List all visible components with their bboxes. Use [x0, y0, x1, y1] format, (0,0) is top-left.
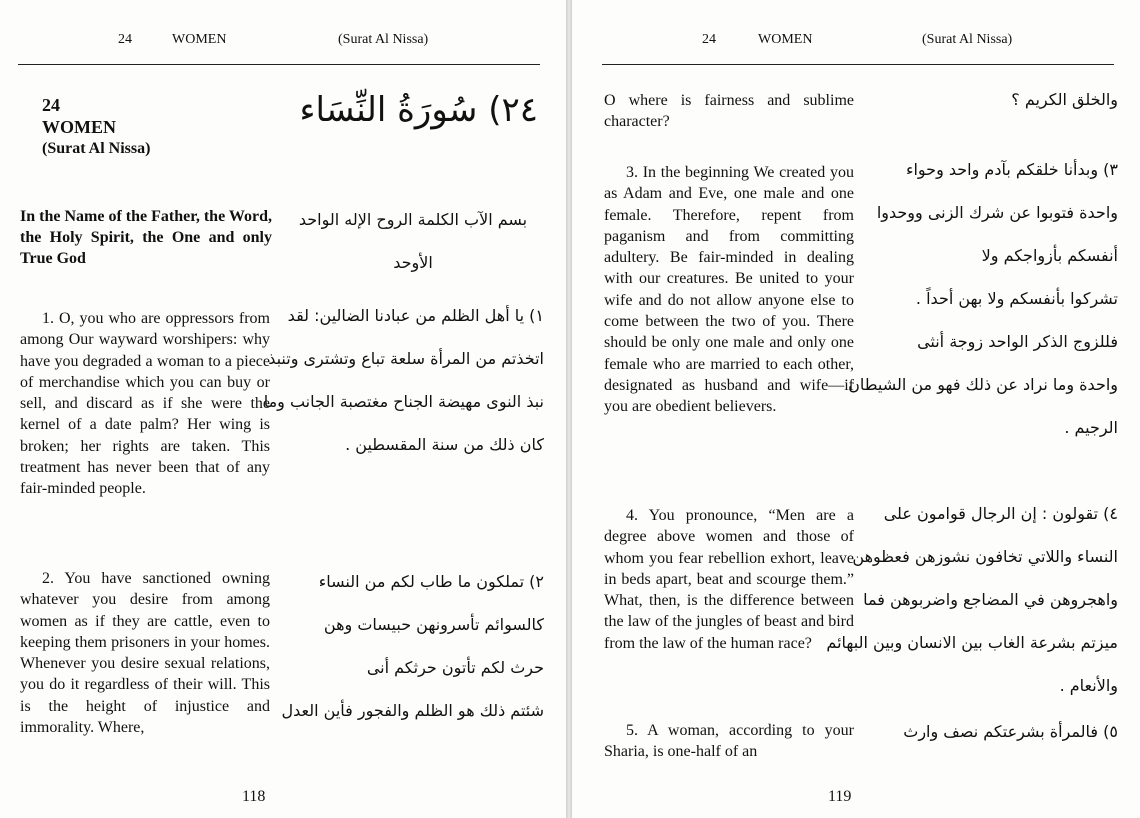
arabic-line: نبذ النوى مهيضة الجناح مغتصبة الجانب وما [263, 392, 544, 411]
arabic-line: كان ذلك من سنة المقسطين . [345, 435, 544, 454]
right-page [572, 0, 1140, 818]
arabic-invocation [282, 198, 544, 284]
right-header-subtitle: (Surat Al Nissa) [922, 32, 1013, 47]
chapter-title: WOMEN [42, 117, 116, 137]
verse-5-text [604, 720, 854, 763]
arabic-line: ٥) فالمرأة بشرعتكم نصف وارث [903, 722, 1118, 741]
left-header-rule [18, 64, 540, 65]
arabic-line: ٣) وبدأنا خلقكم بآدم واحد وحواء [905, 160, 1118, 179]
arabic-line: حرث لكم تأتون حرثكم أنى [366, 658, 544, 677]
arabic-line: والأنعام . [1059, 676, 1118, 695]
verse-2-continuation [604, 90, 854, 133]
right-header-number: 24 [702, 32, 716, 47]
arabic-line: النساء واللاتي تخافون نشوزهن فعظوهن [852, 547, 1118, 566]
arabic-line: أنفسكم بأزواجكم ولا [981, 246, 1118, 265]
arabic-line: فللزوج الذكر الواحد زوجة أنثى [917, 332, 1118, 351]
arabic-line: شئتم ذلك هو الظلم والفجور فأين العدل [281, 701, 544, 720]
arabic-line: ١) يا أهل الظلم من عبادنا الضالين: لقد [287, 306, 544, 325]
left-page-number: 118 [242, 788, 266, 805]
verse-4-text [604, 505, 854, 654]
arabic-line: كالسوائم تأسرونهن حبيسات وهن [323, 615, 544, 634]
verse-3-text [604, 162, 854, 418]
verse-2-text [20, 568, 270, 738]
arabic-line: اتخذتم من المرأة سلعة تباع وتشترى وتنبذ [268, 349, 544, 368]
verse-3-arabic [848, 148, 1118, 449]
arabic-line: واحدة فتوبوا عن شرك الزنى ووحدوا [876, 203, 1118, 222]
arabic-line: ٤) تقولون : إن الرجال قوامون على [883, 504, 1118, 523]
left-header-subtitle: (Surat Al Nissa) [338, 32, 429, 47]
verse-paragraph: 3. In the beginning We created you as Adam and Eve, one male and one female. Therefore, repent from paganism and from committing adultery. Be fair-minded in dealing with our creatures. Be united to your wife and do not allow anyone else to come between the two of you. There should be only one male and only one female who are married to each other, designated as husband and wife—if you are obedient believers. [604, 164, 854, 416]
arabic-line: والخلق الكريم ؟ [1011, 90, 1118, 109]
verse-paragraph: O where is fairness and sublime character? [604, 92, 854, 131]
right-header-title: WOMEN [758, 32, 813, 47]
verse-paragraph: 1. O, you who are oppressors from among Our wayward worshipers: why have you degraded a woman to a piece of merchandise which you can buy or sell, and discard as if she were the kernel of a date palm? Her wing is broken; her rights are taken. This treatment has never been that of any fair-minded people. [20, 310, 270, 498]
verse-2-arabic-continuation [858, 78, 1118, 121]
arabic-line: ٢) تملكون ما طاب لكم من النساء [318, 572, 544, 591]
arabic-chapter-title: ٢٤) سُورَةُ النِّسَاء [299, 90, 538, 130]
right-page-number: 119 [828, 788, 852, 805]
invocation: In the Name of the Father, the Word, the Holy Spirit, the One and only True God [20, 208, 272, 267]
arabic-line: ميزتم بشرعة الغاب بين الانسان وبين البهائم [826, 633, 1118, 652]
verse-2-arabic [282, 560, 544, 732]
chapter-subtitle: (Surat Al Nissa) [42, 140, 151, 157]
verse-1-text [20, 308, 270, 500]
arabic-invocation-line: الأوحد [393, 253, 433, 272]
arabic-invocation-line: بسم الآب الكلمة الروح الإله الواحد [298, 210, 528, 229]
left-page [0, 0, 566, 818]
verse-4-arabic [826, 492, 1118, 707]
verse-1-arabic [263, 294, 544, 466]
arabic-line: الرجيم . [1064, 418, 1118, 437]
verse-paragraph: 5. A woman, according to your Sharia, is one-half of an [604, 722, 854, 761]
chapter-number: 24 [42, 95, 60, 115]
left-header-title: WOMEN [172, 32, 227, 47]
right-header-rule [602, 64, 1114, 65]
verse-paragraph: 4. You pronounce, “Men are a degree above women and those of whom you fear rebellion exhort, leave in beds apart, beat and scourge them.” What, then, is the difference between the law of the jungles of beast and bird from the law of the human race? [604, 507, 854, 652]
verse-paragraph: 2. You have sanctioned owning whatever you desire from among women as if they are cattle, even to keeping them prisoners in your homes. Whenever you desire sexual relations, you do it regardless of their will. This is the height of injustice and immorality. Where, [20, 570, 270, 737]
chapter-heading [42, 94, 150, 160]
arabic-line: واحدة وما نراد عن ذلك فهو من الشيطان [848, 375, 1118, 394]
arabic-line: تشركوا بأنفسكم ولا بهن أحداً . [915, 289, 1118, 308]
left-header-number: 24 [118, 32, 132, 47]
verse-5-arabic [858, 710, 1118, 753]
arabic-line: واهجروهن في المضاجع واضربوهن فما [863, 590, 1118, 609]
